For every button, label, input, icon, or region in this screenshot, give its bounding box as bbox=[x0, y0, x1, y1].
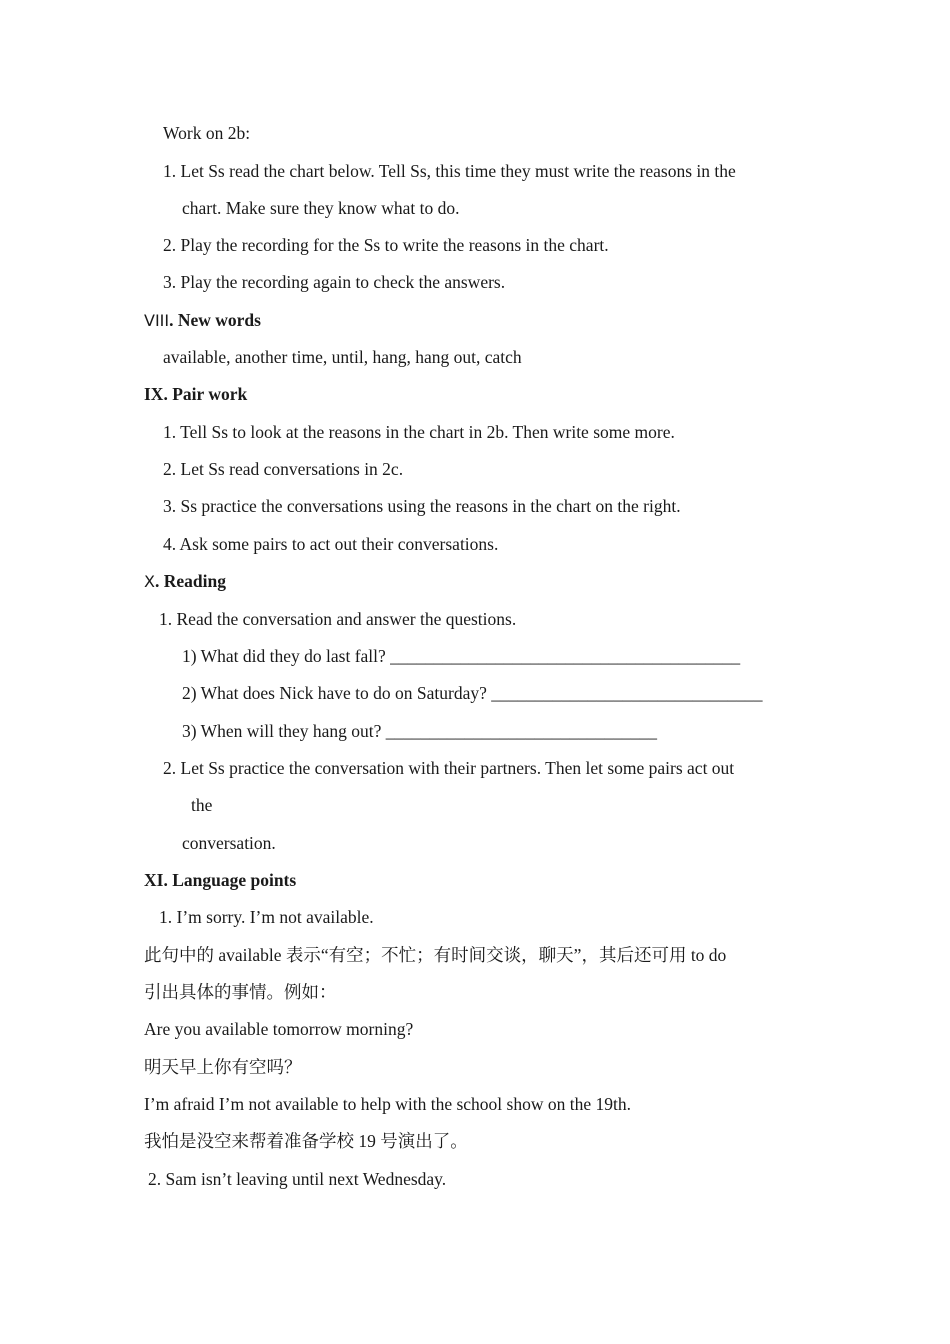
list-item-continuation: chart. Make sure they know what to do. bbox=[182, 198, 460, 218]
section-heading-pair-work: IX. Pair work bbox=[144, 384, 248, 404]
roman-numeral: X bbox=[144, 572, 155, 591]
roman-numeral: VIII bbox=[144, 311, 170, 330]
list-item: 1. Let Ss read the chart below. Tell Ss, this time they must write the reasons in the bbox=[163, 161, 736, 181]
language-point: 1. I’m sorry. I’m not available. bbox=[159, 907, 374, 927]
list-item: 2. Let Ss practice the conversation with their partners. Then let some pairs act out bbox=[163, 758, 735, 778]
list-item: 1. Tell Ss to look at the reasons in the chart in 2b. Then write some more. bbox=[163, 422, 675, 442]
example-translation: 明天早上你有空吗？ bbox=[144, 1057, 302, 1077]
example-sentence: I’m afraid I’m not available to help with the school show on the 19th. bbox=[144, 1094, 631, 1114]
section-heading-language-points: XI. Language points bbox=[144, 870, 297, 890]
list-item: 2. Play the recording for the Ss to write the reasons in the chart. bbox=[163, 235, 609, 255]
list-item-continuation: conversation. bbox=[182, 833, 276, 853]
example-translation: 我怕是没空来帮着准备学校 19 号演出了。 bbox=[144, 1131, 468, 1151]
list-item: 1. Read the conversation and answer the questions. bbox=[159, 609, 517, 629]
list-item: 3. Ss practice the conversations using the reasons in the chart on the right. bbox=[163, 496, 681, 516]
question-line: 3) When will they hang out? _______________________________ bbox=[182, 721, 658, 741]
explanation-line: 此句中的 available 表示“有空；不忙；有时间交谈，聊天”，其后还可用 to do bbox=[144, 945, 727, 965]
question-line: 2) What does Nick have to do on Saturday? _______________________________ bbox=[182, 683, 763, 703]
work-2b-heading: Work on 2b: bbox=[163, 123, 251, 143]
explanation-line: 引出具体的事情。例如： bbox=[144, 982, 337, 1002]
section-heading-new-words bbox=[144, 309, 261, 332]
list-item: 3. Play the recording again to check the answers. bbox=[163, 272, 506, 292]
list-item: 2. Let Ss read conversations in 2c. bbox=[163, 459, 404, 479]
list-item: 4. Ask some pairs to act out their conversations. bbox=[163, 534, 499, 554]
language-point: 2. Sam isn’t leaving until next Wednesday. bbox=[148, 1169, 447, 1189]
section-title: . New words bbox=[169, 310, 261, 330]
section-heading-reading bbox=[144, 570, 226, 593]
new-words-list: available, another time, until, hang, hang out, catch bbox=[163, 347, 522, 367]
list-item-continuation: the bbox=[191, 795, 213, 815]
example-sentence: Are you available tomorrow morning? bbox=[144, 1019, 414, 1039]
section-title: . Reading bbox=[154, 571, 226, 591]
question-line: 1) What did they do last fall? ________________________________________ bbox=[182, 646, 741, 666]
